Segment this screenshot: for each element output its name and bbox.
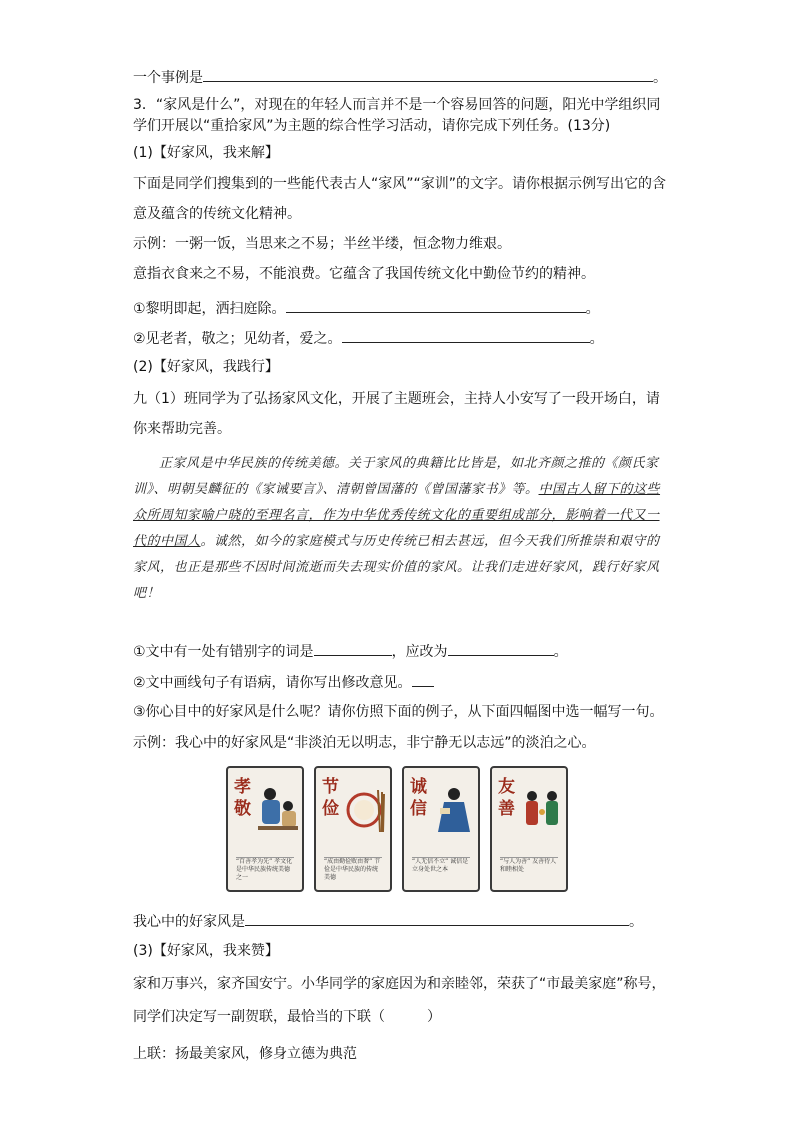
part2-q1-text-a: ①文中有一处有错别字的词是: [133, 644, 314, 660]
part1-item1-blank[interactable]: [286, 297, 586, 313]
card-caption: “人无信不立” 诚信是立身处世之本: [412, 857, 470, 880]
card-caption: “成由勤俭败由奢” 节俭是中华民族的传统美德: [324, 858, 381, 880]
part1-desc-line1: 下面是同学们搜集到的一些能代表古人“家风”“家训”的文字。请你根据示例写出它的含: [133, 176, 667, 192]
part1-item2-blank[interactable]: [342, 327, 590, 343]
part2-q1: [133, 640, 568, 662]
part1-example: 示例：一粥一饭，当思来之不易；半丝半缕，恒念物力维艰。: [133, 236, 511, 252]
q3-intro-line2: 学们开展以“重拾家风”为主题的综合性学习活动，请你完成下列任务。(13分): [133, 118, 611, 134]
part2-q2: [133, 671, 434, 693]
q3-intro-line1: 3．“家风是什么”，对现在的年轻人而言并不是一个容易回答的问题，阳光中学组织同: [133, 97, 661, 113]
part2-q2-text: ②文中画线句子有语病，请你写出修改意见。: [133, 675, 412, 691]
card-integrity: [402, 766, 480, 892]
card-title: 节俭: [322, 777, 339, 819]
bowl-and-wheat-illustration: [344, 782, 388, 842]
period: 。: [589, 331, 604, 347]
scholar-illustration: [432, 782, 476, 842]
card-title: 孝敬: [234, 777, 251, 819]
part2-q3: ③你心目中的好家风是什么呢？请你仿照下面的例子，从下面四幅图中选一幅写一句。: [133, 704, 664, 720]
period: 。: [653, 70, 667, 86]
my-family-value-line: [133, 910, 643, 932]
my-family-value-blank[interactable]: [245, 910, 629, 926]
part2-desc-line2: 你来帮助完善。: [133, 421, 231, 437]
part2-q1-text-b: ，应改为: [391, 644, 448, 660]
card-filial-piety: [226, 766, 304, 892]
passage-underlined-sentence: 中国古人留下的这些众所周知家喻户晓的至理名言，作为中华优秀传统文化的重要组成部分，影响着一代又一代的中国人: [133, 482, 661, 549]
part2-title: (2)【好家风，我践行】: [133, 359, 279, 375]
elder-and-child-illustration: [256, 782, 300, 842]
period: 。: [585, 301, 600, 317]
part2-example: 示例：我心中的好家风是“非淡泊无以明志，非宁静无以志远”的淡泊之心。: [133, 735, 596, 751]
correction-blank[interactable]: [448, 640, 554, 656]
part1-title: (1)【好家风，我来解】: [133, 145, 279, 161]
two-people-greeting-illustration: [520, 782, 564, 842]
couplet-first-line: 上联：扬最美家风，修身立德为典范: [133, 1046, 357, 1062]
part1-example-meaning: 意指衣食来之不易，不能浪费。它蕴含了我国传统文化中勤俭节约的精神。: [133, 266, 595, 282]
previous-answer-line: [133, 66, 667, 88]
period: 。: [629, 914, 643, 930]
opening-passage: [133, 451, 663, 607]
part1-item2: [133, 327, 604, 349]
part3-desc-line2: 同学们决定写一副贺联，最恰当的下联（ ）: [133, 1009, 441, 1025]
part3-title: (3)【好家风，我来赞】: [133, 943, 279, 959]
passage-part-b: 。诚然，如今的家庭模式与历史传统已相去甚远，但今天我们所推崇和艰守的家风，也正是那些不因时间流逝而失去现实价值的家风。让我们走进好家风，践行好家风吧！: [133, 534, 660, 601]
family-virtue-illustrations: [226, 766, 568, 892]
card-friendliness: [490, 766, 568, 892]
previous-answer-label: 一个事例是: [133, 70, 203, 86]
wrong-word-blank[interactable]: [314, 640, 392, 656]
passage-part-a: 正家风是中华民族的传统美德。关于家风的典籍比比皆是，如北齐颜之推的《颜氏家训》、明朝吴麟征的《家诫要言》、清朝曾国藩的《曾国藩家书》等。: [133, 456, 659, 497]
part1-desc-line2: 意及蕴含的传统文化精神。: [133, 206, 301, 222]
part3-desc-line1: 家和万事兴，家齐国安宁。小华同学的家庭因为和亲睦邻，荣获了“市最美家庭”称号，: [133, 976, 666, 992]
card-caption: “与人为善” 友善待人和睦相处: [500, 857, 558, 880]
card-thrift: [314, 766, 392, 892]
period: 。: [553, 644, 568, 660]
card-title: 诚信: [410, 777, 427, 819]
part2-desc-line1: 九（1）班同学为了弘扬家风文化，开展了主题班会，主持人小安写了一段开场白，请: [133, 391, 660, 407]
card-title: 友善: [498, 777, 515, 819]
my-family-value-prefix: 我心中的好家风是: [133, 914, 245, 930]
card-caption: “百善孝为先” 孝文化是中华民族传统美德之一: [236, 858, 293, 880]
part1-item2-text: ②见老者，敬之；见幼者，爱之。: [133, 331, 342, 347]
part1-item1-text: ①黎明即起，洒扫庭除。: [133, 301, 286, 317]
part1-item1: [133, 297, 600, 319]
revision-blank[interactable]: [412, 671, 434, 687]
previous-answer-blank[interactable]: [203, 66, 653, 82]
